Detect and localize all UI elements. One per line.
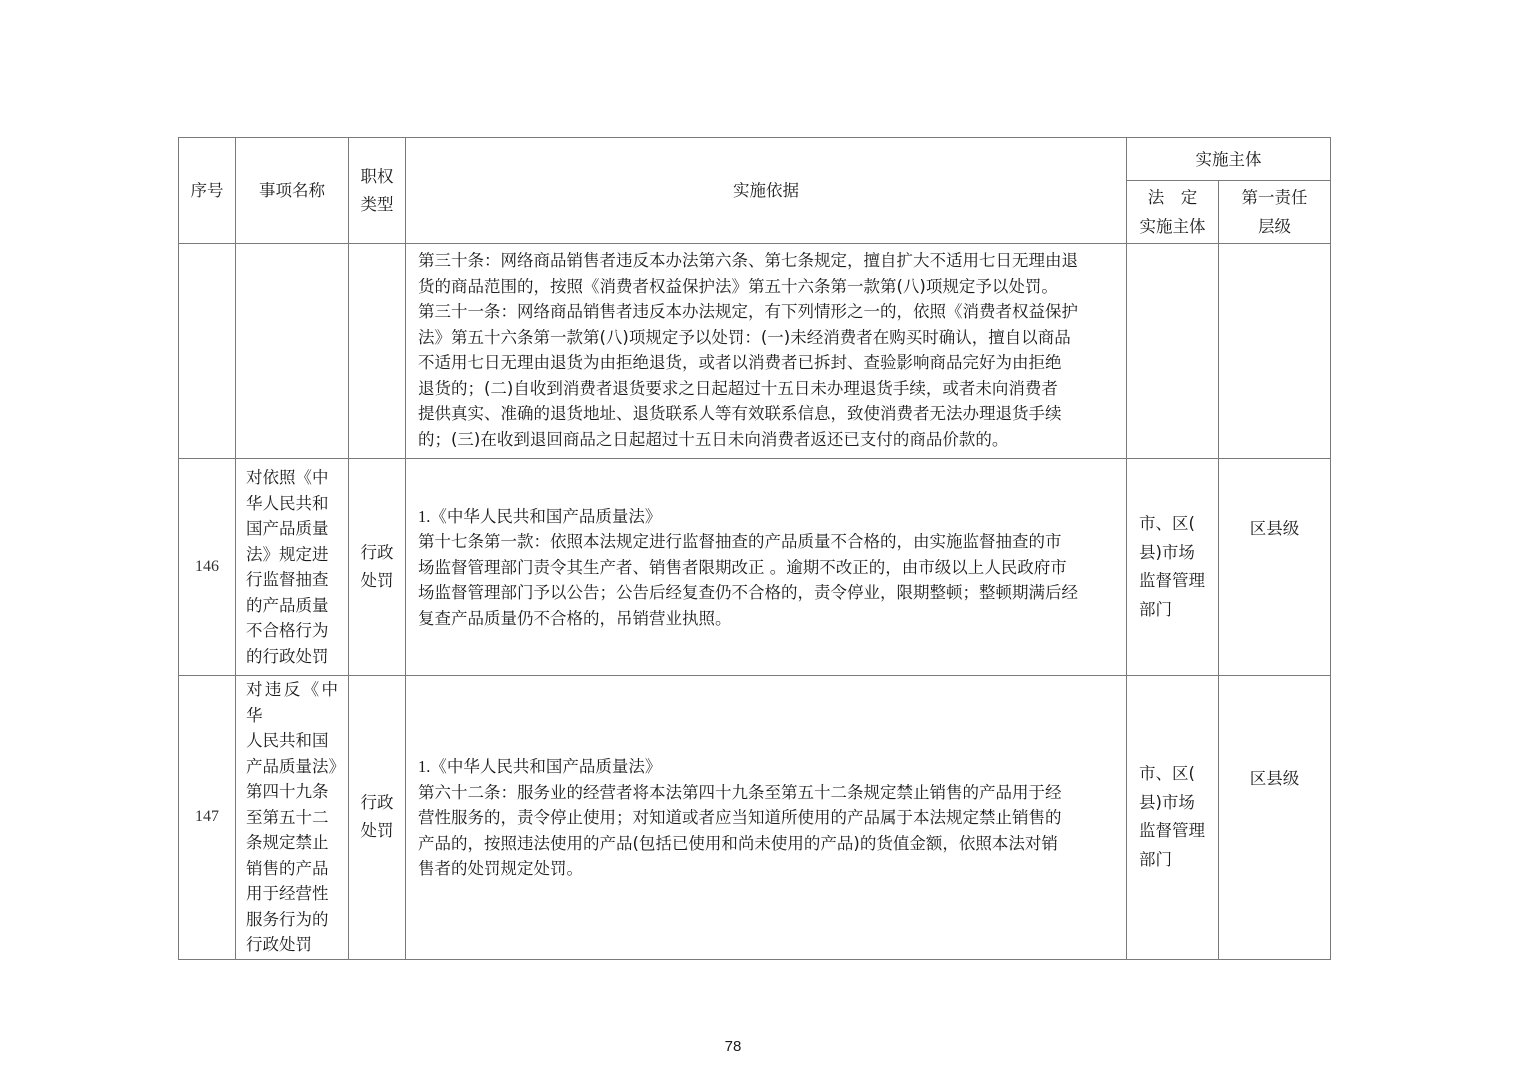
item-name-line: 产品质量法》 — [246, 756, 345, 776]
header-authority-type-line: 类型 — [360, 194, 394, 214]
header-basis: 实施依据 — [406, 138, 1127, 244]
row-seq — [179, 244, 236, 459]
basis-line: 法》第五十六条第一款第(八)项规定予以处罚：(一)未经消费者在购买时确认，擅自以商品 — [418, 327, 1071, 347]
row-item-name — [236, 459, 349, 676]
table-row — [179, 244, 1331, 459]
row-legal-subject — [1127, 459, 1219, 676]
first-resp-level-text: 区县级 — [1249, 519, 1300, 538]
legal-subject-line: 市、区( — [1139, 514, 1195, 533]
header-subject-group: 实施主体 — [1127, 138, 1331, 181]
basis-line: 不适用七日无理由退货为由拒绝退货，或者以消费者已拆封、查验影响商品完好为由拒绝 — [418, 353, 1062, 372]
header-seq: 序号 — [179, 138, 236, 244]
header-legal-subject-line: 法 定 — [1147, 188, 1198, 207]
basis-line: 售者的处罚规定处罚。 — [418, 859, 583, 878]
row-basis — [406, 676, 1127, 960]
basis-line: 第三十条：网络商品销售者违反本办法第六条、第七条规定，擅自扩大不适用七日无理由退 — [418, 251, 1078, 270]
legal-subject-line: 县)市场 — [1139, 792, 1195, 812]
legal-subject-line: 县)市场 — [1139, 542, 1195, 562]
row-basis — [406, 244, 1127, 459]
basis-line: 提供真实、准确的退货地址、退货联系人等有效联系信息，致使消费者无法办理退货手续 — [418, 404, 1062, 423]
header-first-resp-level-line: 第一责任 — [1241, 188, 1308, 207]
row-first-resp-level — [1219, 459, 1331, 676]
basis-line: 第三十一条：网络商品销售者违反本办法规定，有下列情形之一的，依照《消费者权益保护 — [418, 302, 1078, 321]
basis-line: 营性服务的，责令停止使用；对知道或者应当知道所使用的产品属于本法规定禁止销售的 — [418, 808, 1062, 827]
row-legal-subject — [1127, 676, 1219, 960]
basis-line: 退货的；(二)自收到消费者退货要求之日起超过十五日未办理退货手续，或者未向消费者 — [418, 378, 1058, 398]
header-authority-type — [349, 138, 406, 244]
legal-subject-line: 监督管理 — [1139, 821, 1205, 841]
item-name-line: 服务行为的 — [246, 909, 329, 929]
header-row-top — [179, 138, 1331, 181]
row-first-resp-level — [1219, 244, 1331, 459]
item-name-line: 行监督抽查 — [246, 570, 329, 589]
row-authority-type — [349, 676, 406, 960]
legal-subject-line: 部门 — [1139, 849, 1172, 869]
basis-line: 场监督管理部门予以公告；公告后经复查仍不合格的，责令停业，限期整顿；整顿期满后经 — [418, 583, 1078, 603]
row-item-name — [236, 676, 349, 960]
basis-line: 产品的，按照违法使用的产品(包括已使用和尚未使用的产品)的货值金额，依照本法对销 — [418, 833, 1058, 853]
item-name-line: 行政处罚 — [246, 935, 312, 954]
item-name-line: 对依照《中 — [246, 468, 329, 487]
basis-line: 第十七条第一款：依照本法规定进行监督抽查的产品质量不合格的，由实施监督抽查的市 — [418, 532, 1062, 552]
basis-law-title: 1.《中华人民共和国产品质量法》 — [418, 506, 662, 526]
item-name-line: 国产品质量 — [246, 519, 329, 538]
authority-type-line: 行政 — [360, 793, 394, 813]
item-name-line: 用于经营性 — [246, 884, 329, 903]
item-name-line: 人民共和国 — [246, 731, 329, 750]
table-row — [179, 676, 1331, 960]
item-name-line: 销售的产品 — [246, 858, 329, 878]
row-first-resp-level — [1219, 676, 1331, 960]
item-name-line: 对违反《中华 — [246, 680, 338, 725]
first-resp-level-text: 区县级 — [1249, 769, 1300, 789]
item-name-line: 至第五十二 — [246, 807, 329, 827]
header-first-resp-level-line: 层级 — [1258, 217, 1291, 236]
item-name-line: 的产品质量 — [246, 595, 329, 615]
authority-type-line: 行政 — [360, 543, 394, 562]
item-name-line: 不合格行为 — [246, 621, 329, 640]
row-legal-subject — [1127, 244, 1219, 459]
legal-subject-line: 市、区( — [1139, 764, 1195, 784]
header-first-resp-level — [1219, 181, 1331, 244]
legal-subject-line: 部门 — [1139, 599, 1172, 619]
header-legal-subject — [1127, 181, 1219, 244]
row-seq: 146 — [179, 459, 236, 676]
item-name-line: 条规定禁止 — [246, 833, 329, 852]
basis-law-title: 1.《中华人民共和国产品质量法》 — [418, 757, 662, 776]
header-item-name: 事项名称 — [236, 138, 349, 244]
row-basis — [406, 459, 1127, 676]
rights-list-table — [178, 137, 1331, 960]
row-seq: 147 — [179, 676, 236, 960]
row-item-name — [236, 244, 349, 459]
basis-line: 货的商品范围的，按照《消费者权益保护法》第五十六条第一款第(八)项规定予以处罚。 — [418, 276, 1058, 296]
header-authority-type-line: 职权 — [360, 166, 394, 186]
item-name-line: 法》规定进 — [246, 544, 329, 564]
header-legal-subject-line: 实施主体 — [1139, 217, 1206, 236]
item-name-line: 的行政处罚 — [246, 646, 329, 666]
basis-line: 的；(三)在收到退回商品之日起超过十五日未向消费者返还已支付的商品价款的。 — [418, 429, 1009, 449]
basis-line: 第六十二条：服务业的经营者将本法第四十九条至第五十二条规定禁止销售的产品用于经 — [418, 782, 1062, 802]
page-number: 78 — [724, 1038, 742, 1055]
authority-type-line: 处罚 — [360, 571, 394, 590]
row-authority-type — [349, 244, 406, 459]
basis-line: 复查产品质量仍不合格的，吊销营业执照。 — [418, 608, 732, 628]
authority-type-line: 处罚 — [360, 821, 394, 841]
row-authority-type — [349, 459, 406, 676]
item-name-line: 第四十九条 — [246, 782, 329, 801]
basis-line: 场监督管理部门责令其生产者、销售者限期改正 。逾期不改正的，由市级以上人民政府市 — [418, 557, 1067, 577]
table-row — [179, 459, 1331, 676]
legal-subject-line: 监督管理 — [1139, 571, 1205, 590]
item-name-line: 华人民共和 — [246, 493, 329, 513]
